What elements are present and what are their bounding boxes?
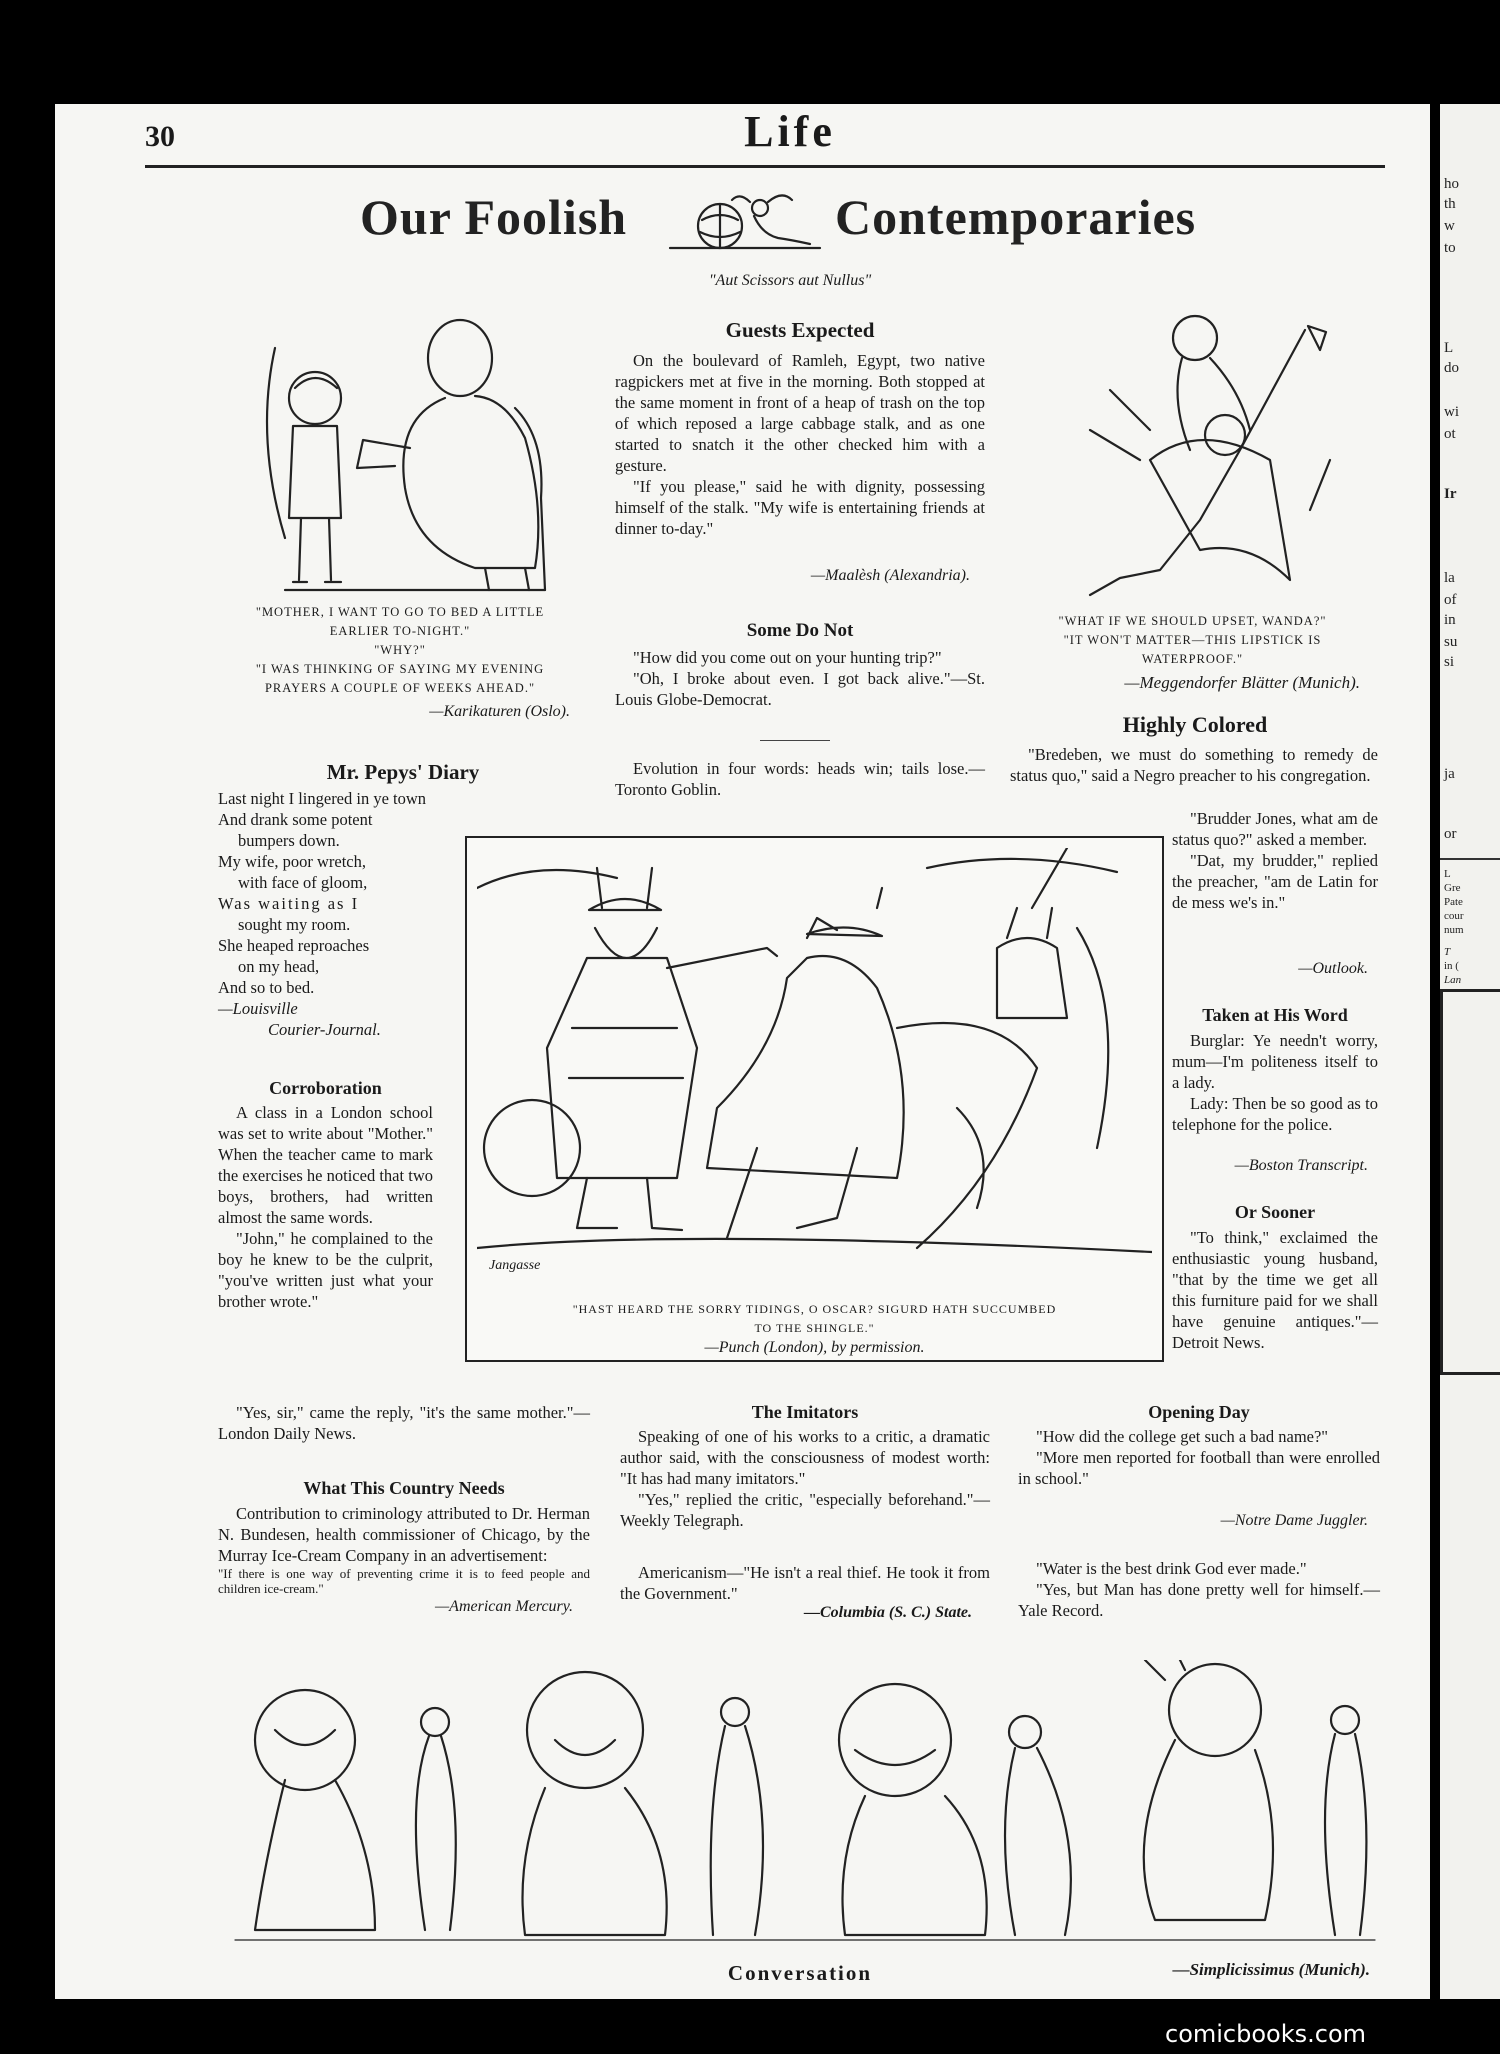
taken-p2: Lady: Then be so good as to telephone for the police. [1172,1094,1378,1134]
poem-line: with face of gloom, [238,873,368,892]
highly-rest [1172,808,1378,913]
strip-text: w [1444,218,1455,234]
strip-text: L [1444,340,1454,356]
poem-line: And drank some potent [218,810,373,829]
imitators-body [620,1426,990,1531]
strip-text: cour [1444,910,1464,922]
caption-line: "I WAS THINKING OF SAYING MY EVENING [255,662,545,676]
bulldog-conversation-cartoon [225,1660,1385,1952]
mother-child-cartoon [245,318,565,598]
caption-line: PRAYERS A COUPLE OF WEEKS AHEAD." [264,681,536,695]
highly-p2: "Brudder Jones, what am de status quo?" asked a member. [1172,809,1378,849]
strip-text: Gre [1444,882,1461,894]
somedonot-title: Some Do Not [746,620,854,641]
strip-text: Pate [1444,896,1463,908]
viking-cartoon [477,848,1152,1268]
guests-title: Guests Expected [725,318,875,342]
imitators-p1: Speaking of one of his works to a critic, a dramatic author said, with the consciousness of modest worth: "It has had many imitators." [620,1427,990,1488]
highly-p1-block [1010,744,1378,786]
strip-text: th [1444,196,1456,212]
caption-line: "IT WON'T MATTER—THIS LIPSTICK IS [1063,633,1322,647]
strip-text: in ( [1444,960,1459,972]
guests-credit: —Maalèsh (Alexandria). [810,567,970,584]
ad-frame [1440,989,1500,1375]
poem-line: bumpers down. [238,831,340,850]
guests-p2: "If you please," said he with dignity, possessing himself of the stalk. "My wife is entertaining friends at dinner to-day." [615,477,985,538]
taken-p1: Burglar: Ye needn't worry, mum—I'm politeness itself to a lady. [1172,1031,1378,1092]
strip-text: or [1444,826,1457,842]
simplicissimus-credit: —Simplicissimus (Munich). [1172,1960,1370,1979]
strip-text: num [1444,924,1464,936]
taken-title: Taken at His Word [1202,1005,1348,1025]
sooner-p1: "To think," exclaimed the enthusiastic young husband, "that by the time we get all this furniture paid for we shall have genuine antiques."—Detroit News. [1172,1228,1378,1352]
caption-line: "MOTHER, I WANT TO GO TO BED A LITTLE [255,605,545,619]
water-body [1018,1558,1380,1621]
opening-credit: —Notre Dame Juggler. [1220,1512,1368,1529]
guests-p1: On the boulevard of Ramleh, Egypt, two native ragpickers met at five in the morning. Both stopped at the same moment in front of a heap of trash on the top of which reposed a large cabbage stalk, and as one started to snatch it the other checked him with a gesture. [615,351,985,475]
opening-body [1018,1426,1380,1489]
highly-p1: "Bredeben, we must do something to remedy de status quo," said a Negro preacher to his congregation. [1010,745,1378,785]
highly-title: Highly Colored [1122,712,1268,737]
poem-line: Was waiting as I [218,894,360,913]
caption-line: "WHAT IF WE SHOULD UPSET, WANDA?" [1058,614,1327,628]
cherub-globe-emblem [660,190,830,256]
corroboration-body [218,1102,433,1312]
adjacent-page-strip [1440,104,1500,1999]
american-credit: —Columbia (S. C.) State. [803,1604,972,1621]
cartoon3-credit: —Punch (London), by permission. [704,1339,925,1356]
opening-p1: "How did the college get such a bad name?" [1036,1427,1329,1446]
guests-body [615,350,985,539]
taken-credit: —Boston Transcript. [1234,1157,1368,1174]
opening-title: Opening Day [1148,1402,1250,1422]
sooner-title: Or Sooner [1234,1202,1316,1222]
cartoon1-credit: —Karikaturen (Oslo). [429,703,570,720]
viking-cartoon-frame [465,836,1164,1362]
strip-text: to [1444,240,1456,256]
strip-text: L [1444,868,1451,880]
corroboration-end [218,1402,590,1444]
strip-text: ho [1444,176,1459,192]
strip-text: la [1444,570,1455,586]
strip-text: do [1444,360,1459,376]
corroboration-p3: "Yes, sir," came the reply, "it's the same mother."—London Daily News. [218,1403,590,1443]
cartoon1-caption [205,603,595,698]
evolution-text: Evolution in four words: heads win; tails lose.—Toronto Goblin. [615,759,985,799]
canoe-couple-cartoon [1050,310,1370,600]
highly-credit: —Outlook. [1298,960,1368,977]
poem-line: My wife, poor wretch, [218,852,367,871]
caption-line: WATERPROOF." [1141,652,1244,666]
corroboration-p1: A class in a London school was set to write about "Mother." When the teacher came to mark the exercises he noticed that two boys, brothers, had written almost the same words. [218,1103,433,1227]
country-body [218,1503,590,1566]
cartoon3-signature: Jangasse [489,1258,541,1273]
strip-text: ot [1444,426,1456,442]
poem-line: Last night I lingered in ye town [218,789,427,808]
country-credit: —American Mercury. [434,1598,573,1615]
american-body [620,1562,990,1604]
strip-text: Ir [1444,486,1457,502]
masthead-title: Life [744,107,836,156]
taken-body [1172,1030,1378,1135]
separator [760,740,830,741]
water-p2: "Yes, but Man has done pretty well for himself.—Yale Record. [1018,1580,1380,1620]
country-quote: "If there is one way of preventing crime it is to feed people and children ice-cream." [218,1566,590,1596]
strip-text: su [1444,634,1458,650]
poem-line: And so to bed. [218,978,315,997]
poem-line: sought my room. [238,915,351,934]
section-title-right: Contemporaries [835,189,1197,245]
strip-text: Lan [1444,974,1462,986]
caption-line: "HAST HEARD THE SORRY TIDINGS, O OSCAR? SIGURD HATH SUCCUMBED [572,1302,1057,1316]
strip-text: in [1444,612,1456,628]
pepys-credit-2: Courier-Journal. [268,1020,381,1039]
pepys-poem [218,788,463,1040]
cartoon2-caption [1005,612,1380,669]
caption-line: "WHY?" [374,643,426,657]
strip-rule [1440,858,1500,860]
cartoon3-caption [467,1300,1162,1338]
poem-line: on my head, [238,957,320,976]
section-title-left: Our Foolish [360,189,628,245]
highly-p3: "Dat, my brudder," replied the preacher, "am de Latin for de mess we's in." [1172,851,1378,912]
imitators-title: The Imitators [751,1402,859,1422]
corroboration-title: Corroboration [269,1078,382,1098]
american-p1: Americanism—"He isn't a real thief. He took it from the Government." [620,1563,990,1603]
site-watermark: comicbooks.com [1165,2020,1367,2048]
page-number: 30 [145,120,175,153]
country-title: What This Country Needs [303,1478,505,1498]
somedonot-p2: "Oh, I broke about even. I got back alive."—St. Louis Globe-Democrat. [615,669,985,709]
sooner-body [1172,1227,1378,1353]
masthead-rule [145,165,1385,168]
caption-line: TO THE SHINGLE." [754,1321,875,1335]
opening-p2: "More men reported for football than were enrolled in school." [1018,1448,1380,1488]
pepys-title: Mr. Pepys' Diary [326,760,480,784]
water-p1: "Water is the best drink God ever made." [1036,1559,1307,1578]
evolution-body [615,758,985,800]
country-p1: Contribution to criminology attributed to Dr. Herman N. Bundesen, health commissioner of Chicago, by the Murray Ice-Cream Company in an advertisement: [218,1504,590,1565]
caption-line: EARLIER TO-NIGHT." [329,624,471,638]
corroboration-p2: "John," he complained to the boy he knew to be the culprit, "you've written just what your brother wrote." [218,1229,433,1311]
somedonot-body [615,647,985,710]
strip-text: si [1444,654,1455,670]
poem-line: She heaped reproaches [218,936,370,955]
strip-text: T [1444,946,1451,958]
pepys-credit-1: —Louisville [218,999,298,1018]
imitators-p2: "Yes," replied the critic, "especially beforehand."—Weekly Telegraph. [620,1490,990,1530]
strip-text: wi [1444,404,1459,420]
section-motto: "Aut Scissors aut Nullus" [708,272,872,289]
strip-text: ja [1444,766,1455,782]
cartoon2-credit: —Meggendorfer Blätter (Munich). [1124,673,1360,692]
conversation-caption: Conversation [727,1961,873,1985]
somedonot-p1: "How did you come out on your hunting trip?" [633,648,942,667]
section-title [360,188,1240,258]
strip-text: of [1444,592,1457,608]
